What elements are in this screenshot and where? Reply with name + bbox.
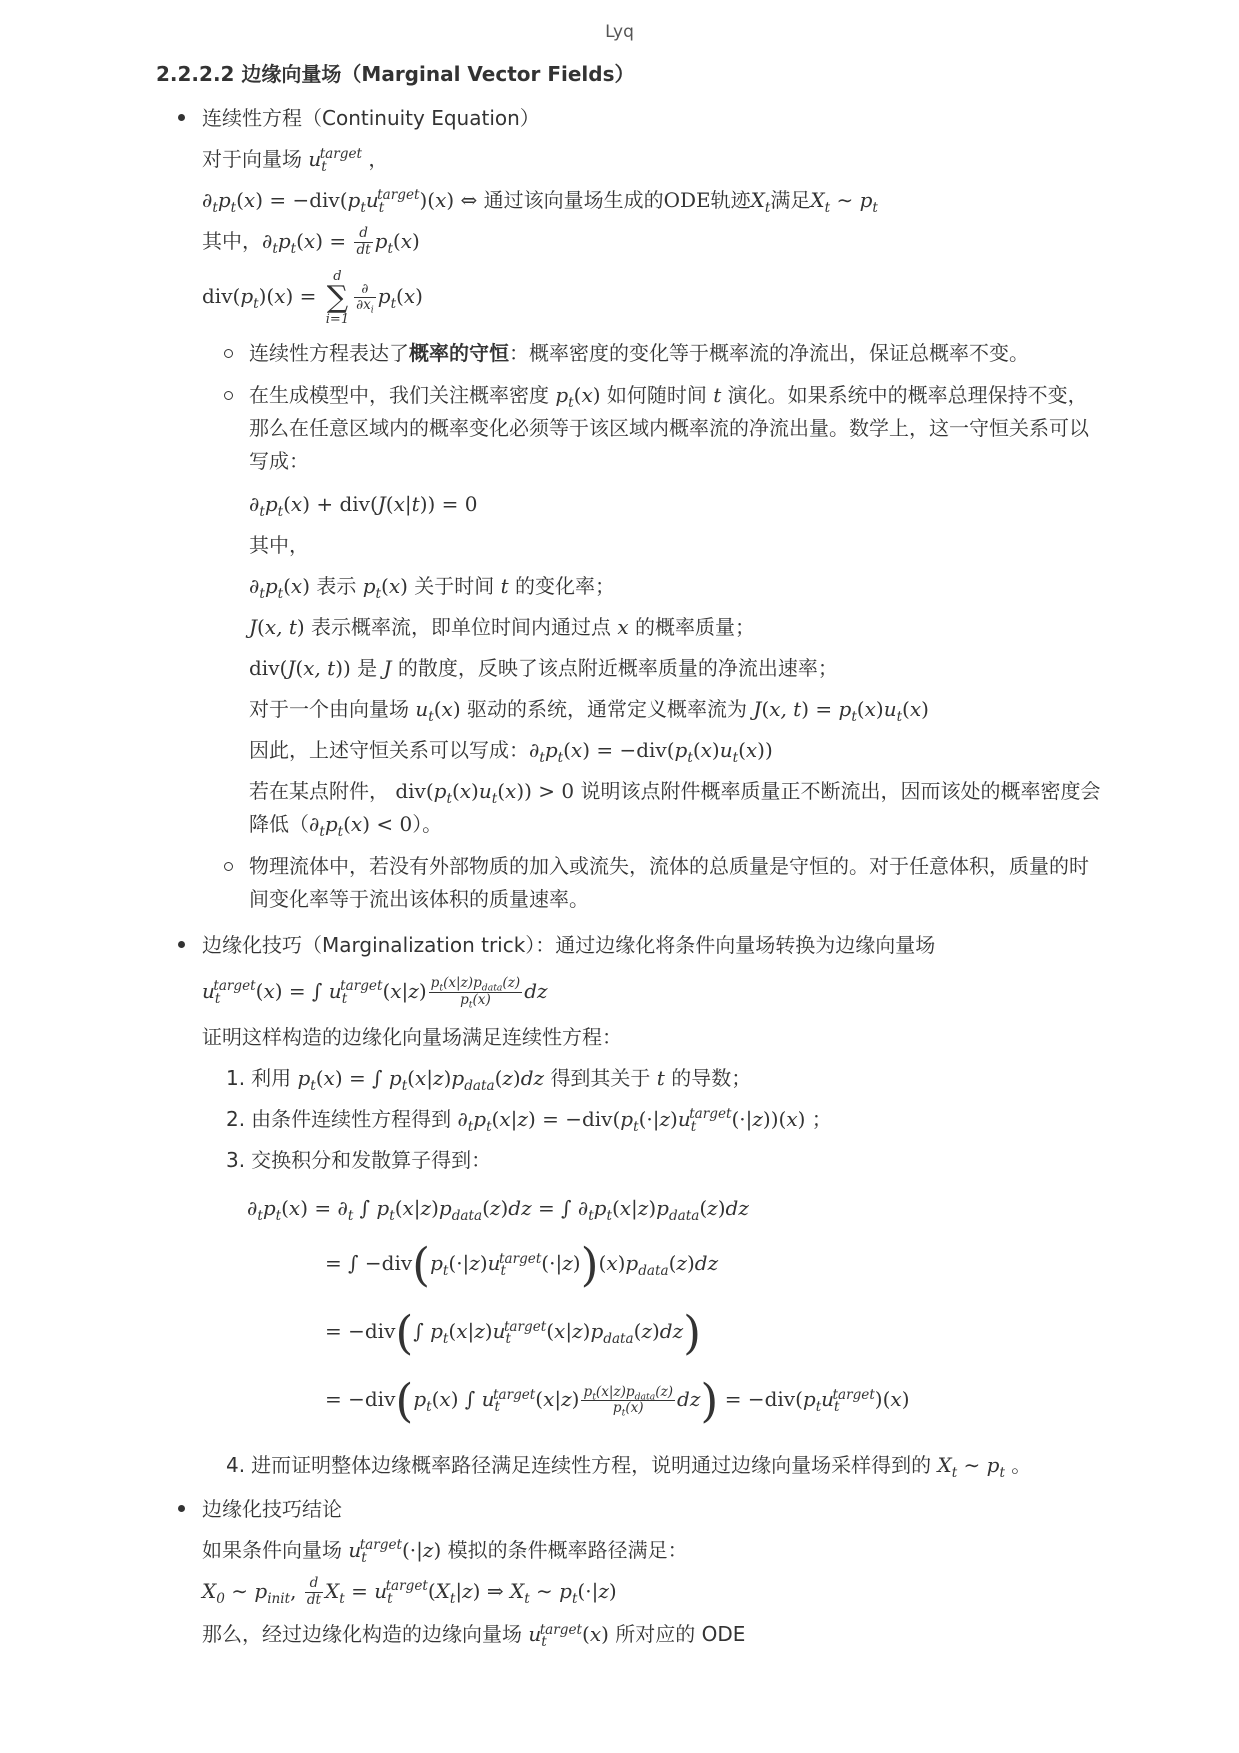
step2-a: 由条件连续性方程得到 (251, 1106, 452, 1131)
conclusion-label: 边缘化技巧结论 (202, 1496, 342, 1521)
step2-b: ； (811, 1106, 832, 1131)
derivation-block (247, 1186, 1106, 1434)
l4-a: 对于一个由向量场 (249, 696, 409, 721)
section-title: 2.2.2.2 边缘向量场（Marginal Vector Fields） (156, 62, 635, 86)
conclusion-line-1 (202, 1535, 1106, 1565)
proof-steps (202, 1063, 1106, 1175)
math-marg-field: $u_t^{target}(x)$ (528, 1621, 609, 1651)
marginal-label: 边缘化技巧（Marginalization trick）：通过边缘化将条件向量场转换为边缘向量场 (202, 932, 936, 957)
line-flux-def (249, 693, 1106, 726)
note2-c: 演化。如果系统中的概率总理保持不变，那么在任意区域内的概率变化必须等于该区域内概率流的净流出量。数学上，这一守恒关系可以写成： (249, 382, 1089, 473)
l6-a: 若在某点附件， (249, 778, 389, 803)
conclusion-line-2 (202, 1576, 1106, 1609)
conclusion-3a: 那么，经过边缘化构造的边缘向量场 (202, 1622, 522, 1647)
step3-num: 3. (226, 1147, 246, 1172)
note1-bold: 概率的守恒 (409, 340, 509, 365)
step2-num: 2. (226, 1106, 246, 1131)
math-cond-ode: $X_0$ ∼ $p_{init}$, $\frac{d}{dt}$ $X_t = u_t^{target}(X_t|z)$ ⇒ $X_t$ ∼ $p_t(\cdot|z)$ (202, 1575, 617, 1608)
div-definition (202, 270, 1106, 326)
where-text: 其中， (202, 229, 262, 253)
math-marginal-field: $u_t^{target}(x)$ = ∫ $u_t^{target}(x|z)$ $\frac{p_t(x|z)p_{data}(z)}{p_t(x)}$ dz (202, 975, 548, 1011)
l6-c: ）。 (412, 811, 443, 836)
note-fluid: 物理流体中，若没有外部物质的加入或流失，流体的总质量是守恒的。对于任意体积，质量的时间变化率等于流出该体积的质量速率。 (202, 850, 1106, 916)
math-outflow: $div(p_t(x)u_t(x)) > 0$ (395, 778, 575, 807)
math-step1-t: t (656, 1065, 665, 1090)
math-deriv-2: = ∫ $-div(p_t(\cdot|z)u_t^{target}(\cdot|z))(x)p_{data}(z)dz$ (325, 1237, 719, 1292)
math-step4: $X_t$ ∼ $p_t$ (937, 1452, 1005, 1481)
step1-b: 得到其关于 (550, 1065, 651, 1090)
math-xt-pt: $X_t$ ∼ $p_t$ (810, 188, 878, 216)
math-t: t (713, 382, 722, 407)
step1-c: 的导数； (671, 1065, 752, 1090)
math-conservation: $\partial_tp_t(x) + div(J(x|t)) = 0$ (249, 491, 478, 520)
math-div-def: $div(p_t)(x)$ = d ∑ i=1 $\frac{\partial}{\partial x_i}$ $p_t(x)$ (202, 268, 423, 327)
math-continuity: $\partial_tp_t(x) = -div(p_tu_t^{target})(x)$ ⇔ (202, 187, 484, 216)
marginal-definition (202, 971, 1106, 1011)
step3-a: 交换积分和发散算子得到： (251, 1147, 492, 1172)
step1-num: 1. (226, 1065, 246, 1090)
math-dtpt: $\partial_tp_t(x)$ (249, 573, 310, 602)
note1-post: ：概率密度的变化等于概率流的净流出，保证总概率不变。 (509, 340, 1029, 365)
where-line (202, 226, 1106, 259)
l2-b: 的概率质量； (635, 614, 756, 639)
l1-tail: 关于时间 (414, 573, 495, 598)
derivation-line-4 (247, 1366, 1106, 1434)
math-jdef: J(x, $t) = p_t(x)u_t(x)$ (753, 696, 929, 725)
proof-step-3 (226, 1145, 1106, 1175)
math-t2: t (500, 573, 509, 598)
equiv-text: 通过该向量场生成的ODE轨迹 (483, 188, 751, 212)
math-therefore: $\partial_tp_t(x) = -div(p_t(x)u_t(x))$ (529, 737, 773, 766)
math-step1: $p_t(x)$ = ∫ $p_t(x|z)p_{data}(z)dz$ (297, 1065, 545, 1094)
continuity-notes (202, 337, 1106, 916)
derivation-line-2 (247, 1230, 1106, 1298)
proof-step-2 (226, 1104, 1106, 1134)
l3-b: 的散度，反映了该点附近概率质量的净流出速率； (397, 655, 838, 680)
l1-end: 的变化率； (515, 573, 616, 598)
proof-step-1 (226, 1063, 1106, 1093)
l3-a: 是 (357, 655, 378, 680)
conclusion-3b: 所对应的 ODE (615, 1622, 746, 1647)
where2-text: 其中， (249, 532, 309, 557)
math-dt-def: $\partial_tp_t(x)$ = $\frac{d}{dt}$ $p_t(x)$ (262, 225, 420, 258)
line-flux-meaning (249, 611, 1106, 644)
conclusion-line-3 (202, 1619, 1106, 1649)
conservation-equation (249, 488, 1106, 521)
math-cond-field: $u_t^{target}(\cdot|z)$ (348, 1536, 442, 1566)
running-head: Lyq (605, 22, 634, 42)
list-item-marginal (156, 930, 1106, 1480)
l5-a: 因此，上述守恒关系可以写成： (249, 737, 529, 762)
math-deriv-4: = $-div(p_t(x)$ ∫ $u_t^{target}(x|z)$ $\frac{p_t(x|z)p_{data}(z)}{p_t(x)}$ $dz) = -div(p_tu_t^{target})(x)$ (325, 1373, 910, 1428)
math-utx: $u_t(x)$ (415, 696, 461, 725)
step4-num: 4. (226, 1452, 246, 1477)
derivation-line-3 (247, 1298, 1106, 1366)
math-j: J (383, 655, 392, 680)
satisfy-text: 满足 (770, 188, 811, 212)
list-item-continuity (156, 103, 1106, 916)
note-conservation (202, 337, 1106, 370)
line-therefore (249, 734, 1106, 767)
page-body (156, 58, 1106, 1663)
note1-pre: 连续性方程表达了 (249, 340, 409, 365)
l1-mid: 表示 (316, 573, 357, 598)
l2-a: 表示概率流，即单位时间内通过点 (311, 614, 612, 639)
math-step2: $\partial_tp_t(x|z) = -div(p_t(\cdot|z)u_t^{target}(\cdot|z))(x)$ (457, 1105, 806, 1135)
line-dt-meaning (249, 570, 1106, 603)
math-u-target: $u_t^{target}$ (308, 146, 362, 175)
math-ptx2: $p_t(x)$ (362, 573, 408, 602)
note2-b: 如何随时间 (606, 382, 707, 407)
math-x: x (617, 614, 629, 639)
math-pt-x: $p_t(x)$ (555, 382, 601, 411)
math-xt: $X_t$ (750, 188, 771, 216)
proof-intro: 证明这样构造的边缘化向量场满足连续性方程： (202, 1024, 622, 1049)
l6-b: 说明该点附件概率质量正不断流出，因而该处的概率密度会降低（ (249, 778, 1101, 836)
line-outflow (249, 775, 1106, 841)
l4-b: 驱动的系统，通常定义概率流为 (466, 696, 747, 721)
step1-a: 利用 (251, 1065, 292, 1090)
list-item-conclusion (156, 1494, 1106, 1650)
main-list (156, 103, 1106, 1649)
math-divj: div(J(x, t)) (249, 655, 351, 680)
note-generative (202, 379, 1106, 841)
continuity-intro (202, 144, 1106, 174)
math-decrease: $\partial_tp_t(x) < 0$ (309, 811, 413, 840)
proof-steps-cont (202, 1450, 1106, 1480)
intro-comma: ， (368, 147, 389, 171)
conclusion-1b: 模拟的条件概率路径满足： (447, 1537, 688, 1562)
step4-b: 。 (1011, 1452, 1032, 1477)
step4-a: 进而证明整体边缘概率路径满足连续性方程，说明通过边缘向量场采样得到的 (251, 1452, 932, 1477)
math-jxt: J(x, t) (249, 614, 305, 639)
math-deriv-3: = −div(∫ $p_t(x|z)u_t^{target}(x|z)p_{data}(z)dz$) (325, 1305, 702, 1360)
note2-a: 在生成模型中，我们关注概率密度 (249, 382, 549, 407)
line-div-meaning (249, 652, 1106, 685)
derivation-line-1 (247, 1186, 1106, 1230)
intro-text: 对于向量场 (202, 147, 302, 171)
continuity-equation (202, 185, 1106, 215)
continuity-label: 连续性方程（Continuity Equation） (202, 106, 540, 130)
proof-step-4 (226, 1450, 1106, 1480)
math-deriv-1: $\partial_tp_t(x) = \partial_t$ ∫ $p_t(x|z)p_{data}(z)dz$ = ∫ $\partial_tp_t(x|z)p_{data}(z)dz$ (247, 1195, 749, 1224)
conclusion-1a: 如果条件向量场 (202, 1537, 342, 1562)
